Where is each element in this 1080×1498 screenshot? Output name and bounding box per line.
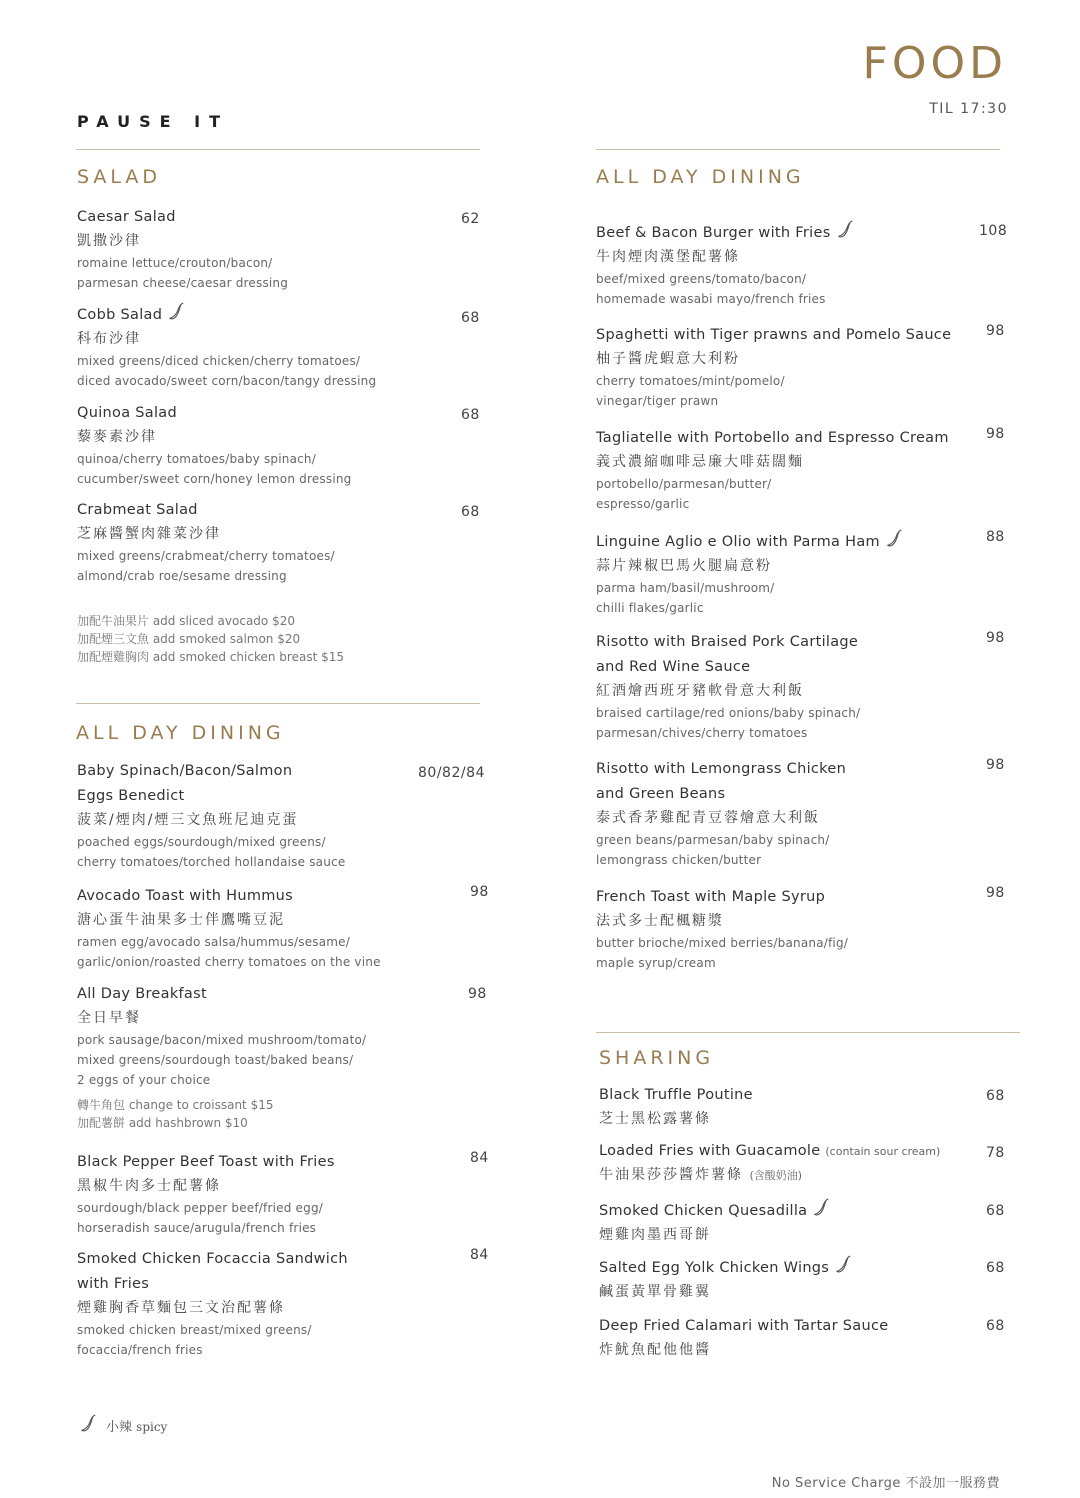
item-name-zh: 柚子醬虎蝦意大利粉 [596, 351, 740, 367]
section-title-all-day-dining: ALL DAY DINING [596, 166, 805, 188]
item-name-zh: 芝麻醬蟹肉雜菜沙律 [77, 526, 221, 542]
menu-item [77, 759, 492, 872]
item-desc: poached eggs/sourdough/mixed greens/ [77, 835, 326, 849]
item-price: 68 [461, 407, 480, 423]
item-name: Tagliatelle with Portobello and Espresso Cream [596, 430, 949, 446]
item-name-line2: with Fries [77, 1276, 150, 1292]
divider [76, 703, 480, 704]
item-desc: pork sausage/bacon/mixed mushroom/tomato/ [77, 1033, 367, 1047]
menu-item [596, 323, 1008, 411]
item-name-zh: 鹹蛋黃單骨雞翼 [599, 1284, 711, 1300]
item-name-zh: 牛肉煙肉漢堡配薯條 [596, 249, 740, 265]
item-price: 84 [470, 1247, 489, 1263]
item-name-zh: 凱撒沙律 [77, 233, 141, 249]
item-price: 68 [986, 1260, 1005, 1276]
item-name: Smoked Chicken Quesadilla [599, 1203, 808, 1219]
menu-item [77, 1247, 492, 1360]
item-name-zh: 紅酒燴西班牙豬軟骨意大利飯 [596, 683, 804, 699]
item-price: 78 [986, 1145, 1005, 1161]
legend-en: spicy [136, 1420, 168, 1434]
item-price: 108 [979, 223, 1008, 239]
section-title-salad: SALAD [77, 166, 162, 188]
menu-item [77, 302, 482, 391]
menu-item [599, 1255, 1009, 1304]
item-name-zh: 全日早餐 [77, 1010, 141, 1026]
item-name: Linguine Aglio e Olio with Parma Ham [596, 534, 880, 550]
item-name: Loaded Fries with Guacamole [599, 1143, 821, 1159]
item-price: 68 [986, 1088, 1005, 1104]
item-name: Black Pepper Beef Toast with Fries [77, 1154, 335, 1170]
item-desc: cherry tomatoes/mint/pomelo/ [596, 374, 785, 388]
chili-icon [835, 1255, 853, 1275]
item-price: 98 [986, 323, 1005, 339]
item-name-zh: 科布沙律 [77, 331, 141, 347]
legend-zh: 小辣 [106, 1420, 133, 1435]
menu-title: FOOD [862, 38, 1007, 89]
item-name-line2: and Red Wine Sauce [596, 659, 751, 675]
item-desc: cherry tomatoes/torched hollandaise sauce [77, 855, 346, 869]
divider [596, 1032, 1020, 1033]
item-name: Cobb Salad [77, 307, 163, 323]
item-name: Beef & Bacon Burger with Fries [596, 225, 831, 241]
menu-item [599, 1139, 1009, 1187]
item-name-line2: Eggs Benedict [77, 788, 185, 804]
item-name-zh: 黑椒牛肉多士配薯條 [77, 1178, 221, 1194]
item-name: Smoked Chicken Focaccia Sandwich [77, 1251, 348, 1267]
item-price: 98 [986, 757, 1005, 773]
item-price: 98 [470, 884, 489, 900]
serving-time: TIL 17:30 [929, 101, 1008, 117]
item-name-zh: 蒜片辣椒巴馬火腿扁意粉 [596, 558, 772, 574]
section-title-all-day-dining: ALL DAY DINING [76, 722, 285, 744]
divider [596, 149, 1000, 150]
item-desc: parma ham/basil/mushroom/ [596, 581, 775, 595]
item-price: 98 [986, 426, 1005, 442]
item-desc: almond/crab roe/sesame dressing [77, 569, 287, 583]
item-desc: chilli flakes/garlic [596, 601, 704, 615]
item-name-zh: 泰式香茅雞配青豆蓉燴意大利飯 [596, 810, 820, 826]
menu-item [596, 885, 1008, 973]
item-desc: lemongrass chicken/butter [596, 853, 762, 867]
item-desc: ramen egg/avocado salsa/hummus/sesame/ [77, 935, 350, 949]
menu-item [77, 401, 482, 489]
addon-item: 加配煙雞胸肉 add smoked chicken breast $15 [77, 650, 344, 664]
item-price: 98 [986, 885, 1005, 901]
item-desc: mixed greens/diced chicken/cherry tomatoes/ [77, 354, 361, 368]
menu-item [599, 1198, 1009, 1247]
item-price: 88 [986, 529, 1005, 545]
item-desc: sourdough/black pepper beef/fried egg/ [77, 1201, 324, 1215]
item-desc: mixed greens/sourdough toast/baked beans/ [77, 1053, 354, 1067]
item-name-zh: 炸魷魚配他他醬 [599, 1342, 711, 1358]
item-desc: garlic/onion/roasted cherry tomatoes on the vine [77, 955, 381, 969]
item-name-zh: 芝士黑松露薯條 [599, 1111, 711, 1127]
menu-item [599, 1314, 1009, 1362]
menu-item [77, 205, 482, 293]
item-name: Baby Spinach/Bacon/Salmon [77, 763, 293, 779]
menu-item [77, 1150, 492, 1238]
item-desc: focaccia/french fries [77, 1343, 203, 1357]
item-desc: diced avocado/sweet corn/bacon/tangy dressing [77, 374, 377, 388]
item-name: French Toast with Maple Syrup [596, 889, 826, 905]
item-price: 80/82/84 [418, 765, 485, 781]
item-name-line2: and Green Beans [596, 786, 726, 802]
menu-item [596, 220, 1008, 309]
service-charge-note: No Service Charge 不設加一服務費 [771, 1476, 1000, 1491]
item-name: Risotto with Lemongrass Chicken [596, 761, 847, 777]
menu-item [77, 982, 492, 1132]
item-desc: espresso/garlic [596, 497, 690, 511]
item-name: Black Truffle Poutine [599, 1087, 753, 1103]
item-desc: beef/mixed greens/tomato/bacon/ [596, 272, 807, 286]
item-name-zh: 煙雞肉墨西哥餅 [599, 1227, 711, 1243]
section-title-sharing: SHARING [599, 1047, 715, 1069]
item-desc: cucumber/sweet corn/honey lemon dressing [77, 472, 352, 486]
item-desc: quinoa/cherry tomatoes/baby spinach/ [77, 452, 316, 466]
addon-item: 加配煙三文魚 add smoked salmon $20 [77, 632, 301, 646]
menu-item [596, 426, 1008, 514]
item-desc: 2 eggs of your choice [77, 1073, 211, 1087]
item-name: Crabmeat Salad [77, 502, 198, 518]
spicy-legend [80, 1414, 167, 1435]
item-desc: vinegar/tiger prawn [596, 394, 719, 408]
item-desc: braised cartilage/red onions/baby spinach/ [596, 706, 861, 720]
item-note-zh: (含酸奶油) [749, 1169, 803, 1182]
addon-list [77, 1096, 492, 1132]
chili-icon [168, 302, 186, 322]
divider [76, 149, 480, 150]
item-name-zh: 菠菜/煙肉/煙三文魚班尼迪克蛋 [77, 812, 299, 828]
addon-list [77, 612, 344, 666]
item-price: 68 [461, 504, 480, 520]
item-desc: butter brioche/mixed berries/banana/fig/ [596, 936, 849, 950]
chili-icon [813, 1198, 831, 1218]
menu-item [77, 884, 492, 972]
item-name: All Day Breakfast [77, 986, 207, 1002]
item-price: 68 [461, 310, 480, 326]
item-name-zh: 煙雞胸香草麵包三文治配薯條 [77, 1300, 285, 1316]
item-price: 84 [470, 1150, 489, 1166]
item-name: Deep Fried Calamari with Tartar Sauce [599, 1318, 889, 1334]
addon-item: 轉牛角包 change to croissant $15 [77, 1098, 274, 1112]
item-price: 98 [986, 630, 1005, 646]
item-name: Quinoa Salad [77, 405, 177, 421]
item-name-zh: 溏心蛋牛油果多士伴鷹嘴豆泥 [77, 912, 285, 928]
item-desc: parmesan/chives/cherry tomatoes [596, 726, 808, 740]
chili-icon [80, 1414, 98, 1434]
item-desc: mixed greens/crabmeat/cherry tomatoes/ [77, 549, 335, 563]
menu-item [596, 757, 1008, 870]
item-price: 98 [468, 986, 487, 1002]
item-desc: homemade wasabi mayo/french fries [596, 292, 826, 306]
item-price: 68 [986, 1203, 1005, 1219]
item-price: 62 [461, 211, 480, 227]
item-desc: maple syrup/cream [596, 956, 716, 970]
item-name-zh: 法式多士配楓糖漿 [596, 913, 724, 929]
brand-name: PAUSE IT [77, 112, 230, 131]
item-desc: romaine lettuce/crouton/bacon/ [77, 256, 273, 270]
item-price: 68 [986, 1318, 1005, 1334]
item-desc: portobello/parmesan/butter/ [596, 477, 772, 491]
item-note: (contain sour cream) [825, 1145, 941, 1158]
item-desc: parmesan cheese/caesar dressing [77, 276, 289, 290]
item-desc: horseradish sauce/arugula/french fries [77, 1221, 317, 1235]
item-name: Risotto with Braised Pork Cartilage [596, 634, 859, 650]
menu-item [599, 1083, 1009, 1131]
item-name: Avocado Toast with Hummus [77, 888, 294, 904]
item-name-zh: 義式濃縮咖啡忌廉大啡菇闊麵 [596, 454, 804, 470]
item-name-zh: 藜麥素沙律 [77, 429, 157, 445]
menu-item [596, 630, 1008, 743]
menu-item [77, 498, 482, 586]
chili-icon [886, 529, 904, 549]
item-name-zh: 牛油果莎莎醬炸薯條 [599, 1167, 743, 1183]
item-desc: smoked chicken breast/mixed greens/ [77, 1323, 312, 1337]
chili-icon [837, 220, 855, 240]
item-name: Caesar Salad [77, 209, 176, 225]
menu-item [596, 529, 1008, 618]
addon-item: 加配牛油果片 add sliced avocado $20 [77, 614, 295, 628]
item-desc: green beans/parmesan/baby spinach/ [596, 833, 830, 847]
item-name: Salted Egg Yolk Chicken Wings [599, 1260, 830, 1276]
addon-item: 加配薯餅 add hashbrown $10 [77, 1116, 248, 1130]
item-name: Spaghetti with Tiger prawns and Pomelo Sauce [596, 327, 952, 343]
